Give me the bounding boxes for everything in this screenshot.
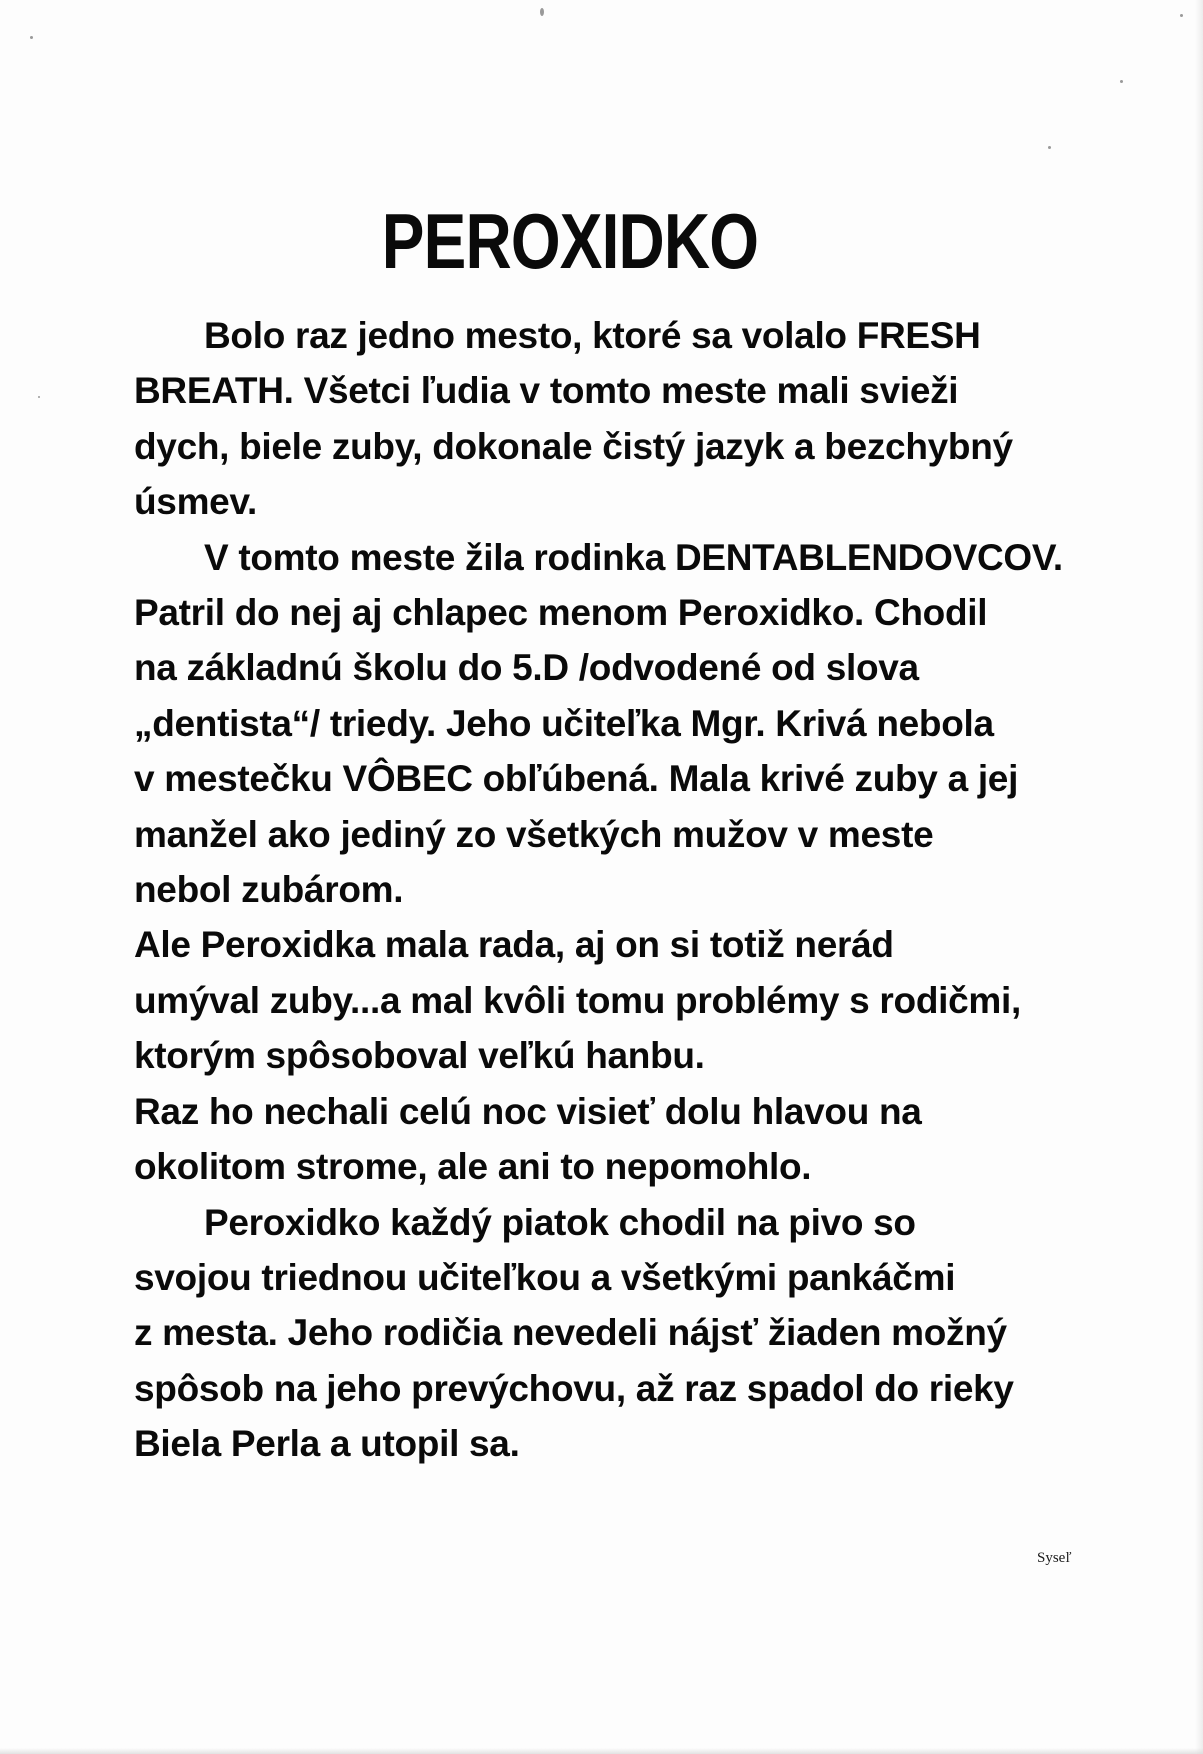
author-signature: Syseľ [1037, 1550, 1072, 1566]
scan-edge-shadow [1195, 0, 1203, 1754]
story-line: z mesta. Jeho rodičia nevedeli nájsť žiaden možný [134, 1312, 1007, 1354]
scan-speck [38, 396, 40, 398]
story-line: Ale Peroxidka mala rada, aj on si totiž nerád [134, 924, 894, 966]
story-line: Peroxidko každý piatok chodil na pivo so [204, 1201, 916, 1243]
story-line: Raz ho nechali celú noc visieť dolu hlavou na [134, 1090, 922, 1132]
story-line: Patril do nej aj chlapec menom Peroxidko. Chodil [134, 592, 988, 634]
scan-speck [1120, 80, 1123, 83]
scan-speck [540, 8, 544, 16]
scan-speck [1048, 146, 1051, 149]
scan-edge-shadow [0, 1748, 1203, 1754]
story-line: úsmev. [134, 481, 257, 523]
story-line: okolitom strome, ale ani to nepomohlo. [134, 1146, 812, 1188]
story-line: ktorým spôsoboval veľkú hanbu. [134, 1035, 705, 1077]
story-line: svojou triednou učiteľkou a všetkými pankáčmi [134, 1256, 956, 1298]
story-line: v mestečku VÔBEC obľúbená. Mala krivé zuby a jej [134, 758, 1019, 800]
story-line: umýval zuby...a mal kvôli tomu problémy s rodičmi, [134, 979, 1021, 1021]
story-line: na základnú školu do 5.D /odvodené od slova [134, 647, 919, 689]
scan-speck [30, 36, 33, 39]
story-line: dych, biele zuby, dokonale čistý jazyk a bezchybný [134, 425, 1013, 467]
story-line: BREATH. Všetci ľudia v tomto meste mali svieži [134, 370, 959, 412]
story-line: nebol zubárom. [134, 869, 404, 911]
story-line: Bolo raz jedno mesto, ktoré sa volalo FRESH [204, 315, 981, 356]
story-line: manžel ako jediný zo všetkých mužov v meste [134, 813, 934, 855]
story-line: „dentista“/ triedy. Jeho učiteľka Mgr. Krivá nebola [134, 702, 994, 744]
story-line: spôsob na jeho prevýchovu, až raz spadol do rieky [134, 1367, 1014, 1409]
story-body [134, 308, 1134, 1472]
document-title: PEROXIDKO [381, 197, 759, 286]
story-line: Biela Perla a utopil sa. [134, 1423, 520, 1465]
story-line: V tomto meste žila rodinka DENTABLENDOVCOV. [204, 536, 1063, 578]
scan-speck [1180, 14, 1183, 17]
